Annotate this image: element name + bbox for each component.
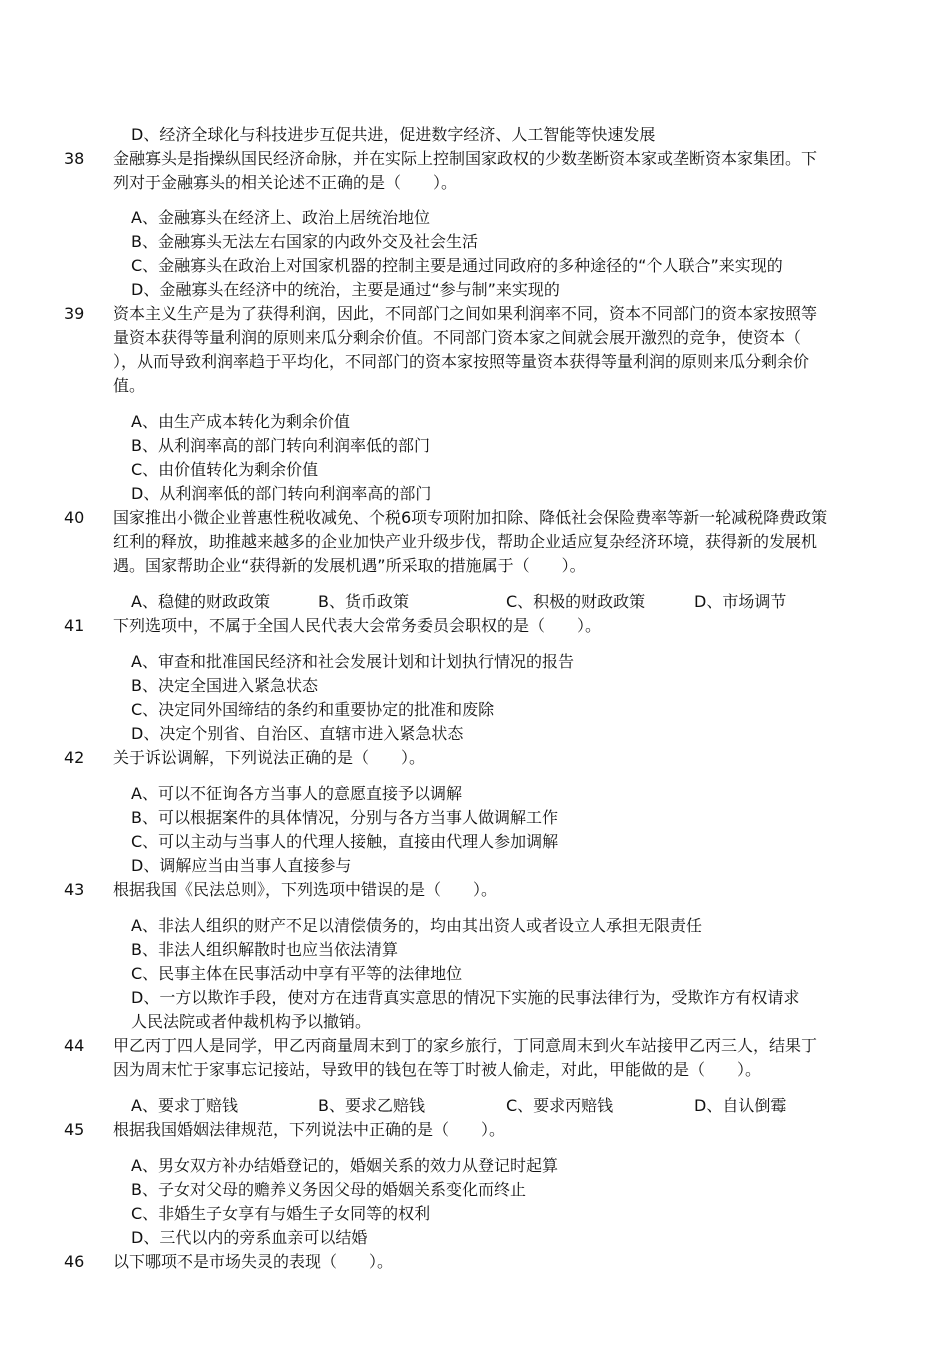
question-number: 43: [64, 880, 85, 899]
question-stem-line: 甲乙丙丁四人是同学，甲乙丙商量周末到丁的家乡旅行，丁同意周末到火车站接甲乙丙三人，结果丁: [113, 1036, 818, 1055]
question-number: 44: [64, 1036, 85, 1055]
option-c: C、决定同外国缔结的条约和重要协定的批准和废除: [131, 700, 495, 719]
intro-option: D、经济全球化与科技进步互促共进，促进数字经济、人工智能等快速发展: [131, 125, 656, 144]
option-c: C、可以主动与当事人的代理人接触，直接由代理人参加调解: [131, 832, 559, 851]
option-b: B、子女对父母的赡养义务因父母的婚姻关系变化而终止: [131, 1180, 526, 1199]
option-d: D、市场调节: [694, 592, 787, 611]
question-stem-line: 关于诉讼调解，下列说法正确的是（ ）。: [113, 748, 426, 767]
question-stem-line: 下列选项中，不属于全国人民代表大会常务委员会职权的是（ ）。: [113, 616, 602, 635]
option-c: C、要求丙赔钱: [506, 1096, 614, 1115]
question-stem-line: 金融寡头是指操纵国民经济命脉，并在实际上控制国家政权的少数垄断资本家或垄断资本家集团。下: [113, 149, 818, 168]
question-number: 41: [64, 616, 85, 635]
question-stem-line: 国家推出小微企业普惠性税收减免、个税6项专项附加扣除、降低社会保险费率等新一轮减税降费政策: [113, 508, 828, 527]
option-a: A、非法人组织的财产不足以清偿债务的，均由其出资人或者设立人承担无限责任: [131, 916, 702, 935]
option-c: C、非婚生子女享有与婚生子女同等的权利: [131, 1204, 431, 1223]
option-d: D、调解应当由当事人直接参与: [131, 856, 352, 875]
option-a: A、可以不征询各方当事人的意愿直接予以调解: [131, 784, 462, 803]
option-d-continuation: 人民法院或者仲裁机构予以撤销。: [131, 1012, 372, 1031]
option-b: B、从利润率高的部门转向利润率低的部门: [131, 436, 430, 455]
option-b: B、金融寡头无法左右国家的内政外交及社会生活: [131, 232, 478, 251]
option-b: B、决定全国进入紧急状态: [131, 676, 318, 695]
option-b: B、可以根据案件的具体情况，分别与各方当事人做调解工作: [131, 808, 558, 827]
option-d: D、自认倒霉: [694, 1096, 787, 1115]
question-number: 40: [64, 508, 85, 527]
question-number: 45: [64, 1120, 85, 1139]
option-b: B、要求乙赔钱: [318, 1096, 425, 1115]
option-d: D、三代以内的旁系血亲可以结婚: [131, 1228, 368, 1247]
question-stem-line: 根据我国婚姻法律规范，下列说法中正确的是（ ）。: [113, 1120, 506, 1139]
question-stem-line: 遇。国家帮助企业“获得新的发展机遇”所采取的措施属于（ ）。: [113, 556, 586, 575]
option-d: D、决定个别省、自治区、直辖市进入紧急状态: [131, 724, 464, 743]
question-stem-line: 量资本获得等量利润的原则来瓜分剩余价值。不同部门资本家之间就会展开激烈的竞争，使资本（: [113, 328, 802, 347]
question-stem-line: 以下哪项不是市场失灵的表现（ ）。: [113, 1252, 394, 1271]
question-number: 46: [64, 1252, 85, 1271]
option-a: A、要求丁赔钱: [131, 1096, 238, 1115]
option-b: B、货币政策: [318, 592, 409, 611]
option-c: C、由价值转化为剩余价值: [131, 460, 319, 479]
option-c: C、金融寡头在政治上对国家机器的控制主要是通过同政府的多种途径的“个人联合”来实现的: [131, 256, 783, 275]
option-a: A、审查和批准国民经济和社会发展计划和计划执行情况的报告: [131, 652, 574, 671]
option-d: D、金融寡头在经济中的统治，主要是通过“参与制”来实现的: [131, 280, 560, 299]
question-stem-line: 值。: [113, 376, 146, 395]
option-a: A、由生产成本转化为剩余价值: [131, 412, 350, 431]
question-stem-line: 资本主义生产是为了获得利润，因此，不同部门之间如果利润率不同，资本不同部门的资本家按照等: [113, 304, 818, 323]
question-number: 38: [64, 149, 85, 168]
option-c: C、积极的财政政策: [506, 592, 646, 611]
question-number: 42: [64, 748, 85, 767]
question-stem-line: ），从而导致利润率趋于平均化，不同部门的资本家按照等量资本获得等量利润的原则来瓜分剩余价: [113, 352, 810, 371]
option-b: B、非法人组织解散时也应当依法清算: [131, 940, 398, 959]
question-stem-line: 红利的释放，助推越来越多的企业加快产业升级步伐，帮助企业适应复杂经济环境，获得新的发展机: [113, 532, 818, 551]
question-stem-line: 根据我国《民法总则》，下列选项中错误的是（ ）。: [113, 880, 498, 899]
option-a: A、男女双方补办结婚登记的，婚姻关系的效力从登记时起算: [131, 1156, 558, 1175]
question-stem-line: 因为周末忙于家事忘记接站，导致甲的钱包在等丁时被人偷走，对此，甲能做的是（ ）。: [113, 1060, 762, 1079]
option-c: C、民事主体在民事活动中享有平等的法律地位: [131, 964, 463, 983]
option-a: A、稳健的财政政策: [131, 592, 270, 611]
option-d: D、一方以欺诈手段，使对方在违背真实意思的情况下实施的民事法律行为，受欺诈方有权请求: [131, 988, 800, 1007]
question-number: 39: [64, 304, 85, 323]
question-stem-line: 列对于金融寡头的相关论述不正确的是（ ）。: [113, 173, 458, 192]
option-a: A、金融寡头在经济上、政治上居统治地位: [131, 208, 430, 227]
option-d: D、从利润率低的部门转向利润率高的部门: [131, 484, 432, 503]
